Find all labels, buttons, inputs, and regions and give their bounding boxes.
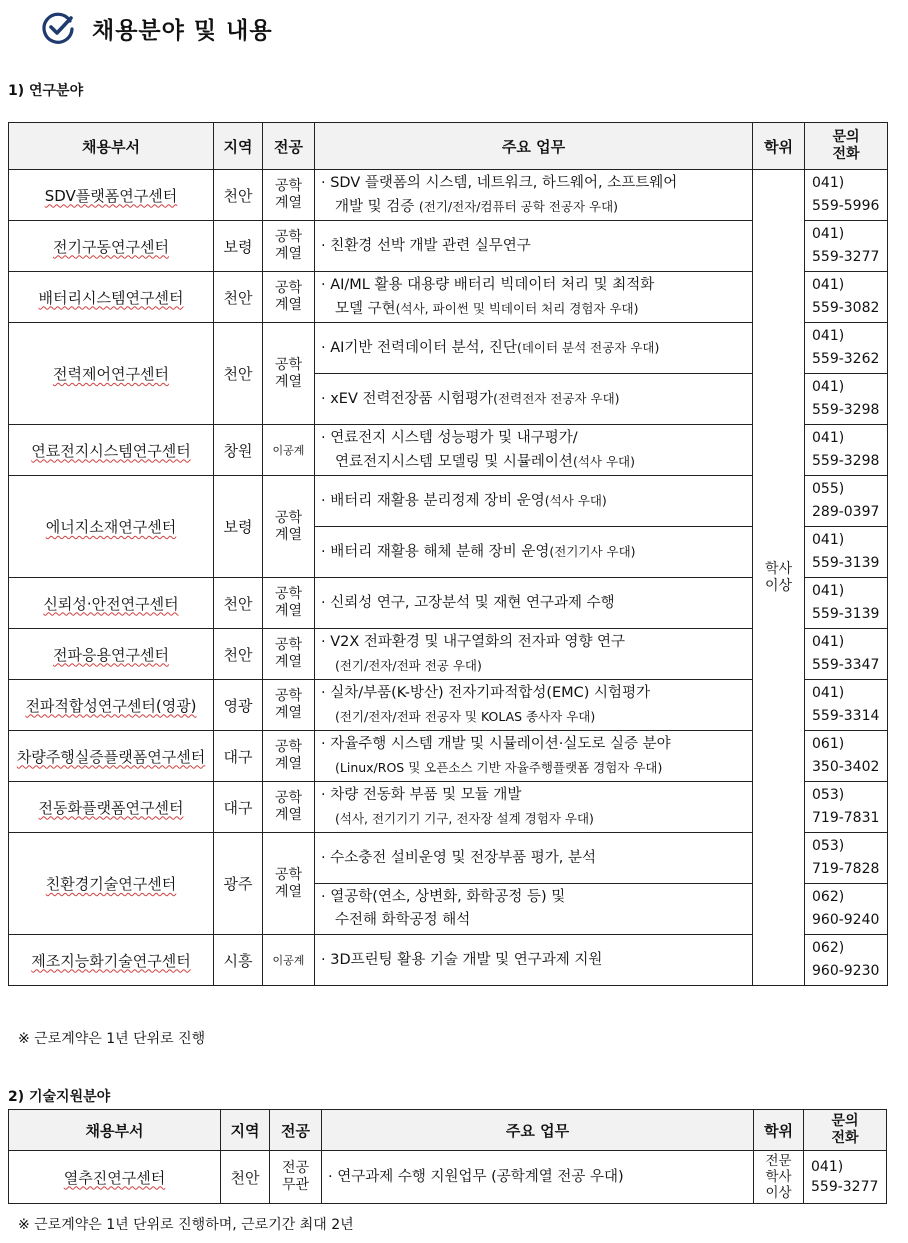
major-cell: 전공 무관	[270, 1151, 322, 1204]
dept-cell: 전동화플랫폼연구센터	[9, 782, 214, 833]
region-cell: 영광	[214, 680, 263, 731]
dept-cell: 에너지소재연구센터	[9, 476, 214, 578]
major-cell: 공학 계열	[263, 680, 315, 731]
duty-cell: · 친환경 선박 개발 관련 실무연구	[315, 221, 753, 272]
col-header-region: 지역	[214, 123, 263, 170]
duty-cell: · V2X 전파환경 및 내구열화의 전자파 영향 연구 (전기/전자/전파 전공 우대)	[315, 629, 753, 680]
major-cell: 공학 계열	[263, 782, 315, 833]
dept-cell: 전기구동연구센터	[9, 221, 214, 272]
duty-cell: · 배터리 재활용 분리정제 장비 운영(석사 우대)	[315, 476, 753, 527]
dept-cell: 차량주행실증플랫폼연구센터	[9, 731, 214, 782]
duty-cell: · 수소충전 설비운영 및 전장부품 평가, 분석	[315, 833, 753, 884]
degree-cell: 학사 이상	[753, 170, 805, 986]
phone-cell: 041) 559-3277	[805, 221, 888, 272]
col-header-duty: 주요 업무	[322, 1110, 754, 1151]
dept-cell: 연료전지시스템연구센터	[9, 425, 214, 476]
research-footnote: ※ 근로계약은 1년 단위로 진행	[18, 1031, 206, 1047]
phone-cell: 041) 559-3082	[805, 272, 888, 323]
duty-cell: · AI/ML 활용 대용량 배터리 빅데이터 처리 및 최적화 모델 구현(석사, 파이썬 및 빅데이터 처리 경험자 우대)	[315, 272, 753, 323]
duty-cell: · 연구과제 수행 지원업무 (공학계열 전공 우대)	[322, 1151, 754, 1204]
dept-cell: 열추진연구센터	[9, 1151, 221, 1204]
col-header-phone: 문의 전화	[804, 1110, 887, 1151]
duty-cell: · 배터리 재활용 해체 분해 장비 운영(전기기사 우대)	[315, 527, 753, 578]
phone-cell: 041) 559-3139	[805, 527, 888, 578]
region-cell: 천안	[214, 272, 263, 323]
region-cell: 대구	[214, 782, 263, 833]
major-cell: 공학 계열	[263, 170, 315, 221]
phone-cell: 041) 559-3139	[805, 578, 888, 629]
phone-cell: 041) 559-3314	[805, 680, 888, 731]
duty-cell: · 열공학(연소, 상변화, 화학공정 등) 및 수전해 화학공정 해석	[315, 884, 753, 935]
major-cell: 이공계	[263, 425, 315, 476]
phone-cell: 041) 559-3298	[805, 425, 888, 476]
duty-cell: · 3D프린팅 활용 기술 개발 및 연구과제 지원	[315, 935, 753, 986]
phone-cell: 053) 719-7831	[805, 782, 888, 833]
dept-cell: 신뢰성·안전연구센터	[9, 578, 214, 629]
col-header-degree: 학위	[753, 123, 805, 170]
region-cell: 대구	[214, 731, 263, 782]
major-cell: 공학 계열	[263, 578, 315, 629]
tech-support-table	[8, 1109, 887, 1204]
region-cell: 천안	[214, 578, 263, 629]
table-row	[9, 170, 888, 221]
phone-cell: 062) 960-9240	[805, 884, 888, 935]
col-header-major: 전공	[270, 1110, 322, 1151]
table-header-row	[9, 123, 888, 170]
region-cell: 천안	[214, 323, 263, 425]
check-circle-icon	[40, 10, 76, 46]
phone-cell: 053) 719-7828	[805, 833, 888, 884]
dept-cell: 전력제어연구센터	[9, 323, 214, 425]
duty-cell: · SDV 플랫폼의 시스템, 네트워크, 하드웨어, 소프트웨어 개발 및 검증 (전기/전자/컴퓨터 공학 전공자 우대)	[315, 170, 753, 221]
dept-cell: 전파적합성연구센터(영광)	[9, 680, 214, 731]
region-cell: 광주	[214, 833, 263, 935]
phone-cell: 041) 559-3277	[804, 1151, 887, 1204]
phone-cell: 061) 350-3402	[805, 731, 888, 782]
duty-cell: · 신뢰성 연구, 고장분석 및 재현 연구과제 수행	[315, 578, 753, 629]
col-header-degree: 학위	[754, 1110, 804, 1151]
major-cell: 공학 계열	[263, 476, 315, 578]
duty-cell: · 차량 전동화 부품 및 모듈 개발 (석사, 전기기기 기구, 전자장 설계 경험자 우대)	[315, 782, 753, 833]
tech-support-footnote: ※ 근로계약은 1년 단위로 진행하며, 근로기간 최대 2년	[18, 1217, 354, 1233]
dept-cell: 친환경기술연구센터	[9, 833, 214, 935]
tech-support-section-title: 2) 기술지원분야	[8, 1089, 111, 1105]
major-cell: 공학 계열	[263, 731, 315, 782]
region-cell: 시흥	[214, 935, 263, 986]
phone-cell: 062) 960-9230	[805, 935, 888, 986]
col-header-region: 지역	[221, 1110, 270, 1151]
duty-cell: · AI기반 전력데이터 분석, 진단(데이터 분석 전공자 우대)	[315, 323, 753, 374]
major-cell: 공학 계열	[263, 221, 315, 272]
research-section-title: 1) 연구분야	[8, 83, 84, 99]
region-cell: 보령	[214, 221, 263, 272]
duty-cell: · 연료전지 시스템 성능평가 및 내구평가/ 연료전지시스템 모델링 및 시뮬레이션(석사 우대)	[315, 425, 753, 476]
phone-cell: 041) 559-3262	[805, 323, 888, 374]
degree-cell: 전문 학사 이상	[754, 1151, 804, 1204]
major-cell: 공학 계열	[263, 323, 315, 425]
phone-cell: 055) 289-0397	[805, 476, 888, 527]
dept-cell: 전파응용연구센터	[9, 629, 214, 680]
col-header-major: 전공	[263, 123, 315, 170]
major-cell: 공학 계열	[263, 629, 315, 680]
duty-cell: · 실차/부품(K-방산) 전자기파적합성(EMC) 시험평가 (전기/전자/전파 전공자 및 KOLAS 종사자 우대)	[315, 680, 753, 731]
phone-cell: 041) 559-3298	[805, 374, 888, 425]
major-cell: 이공계	[263, 935, 315, 986]
region-cell: 천안	[214, 170, 263, 221]
region-cell: 천안	[221, 1151, 270, 1204]
col-header-dept: 채용부서	[9, 123, 214, 170]
region-cell: 보령	[214, 476, 263, 578]
col-header-phone: 문의 전화	[805, 123, 888, 170]
region-cell: 천안	[214, 629, 263, 680]
dept-cell: SDV플랫폼연구센터	[9, 170, 214, 221]
phone-cell: 041) 559-5996	[805, 170, 888, 221]
col-header-duty: 주요 업무	[315, 123, 753, 170]
phone-cell: 041) 559-3347	[805, 629, 888, 680]
table-row	[9, 1151, 887, 1204]
duty-cell: · 자율주행 시스템 개발 및 시뮬레이션·실도로 실증 분야 (Linux/ROS 및 오픈소스 기반 자율주행플랫폼 경험자 우대)	[315, 731, 753, 782]
research-table	[8, 122, 888, 986]
duty-cell: · xEV 전력전장품 시험평가(전력전자 전공자 우대)	[315, 374, 753, 425]
page-title: 채용분야 및 내용	[92, 17, 273, 44]
dept-cell: 제조지능화기술연구센터	[9, 935, 214, 986]
page-header	[40, 10, 273, 46]
table-header-row	[9, 1110, 887, 1151]
col-header-dept: 채용부서	[9, 1110, 221, 1151]
major-cell: 공학 계열	[263, 272, 315, 323]
major-cell: 공학 계열	[263, 833, 315, 935]
dept-cell: 배터리시스템연구센터	[9, 272, 214, 323]
region-cell: 창원	[214, 425, 263, 476]
